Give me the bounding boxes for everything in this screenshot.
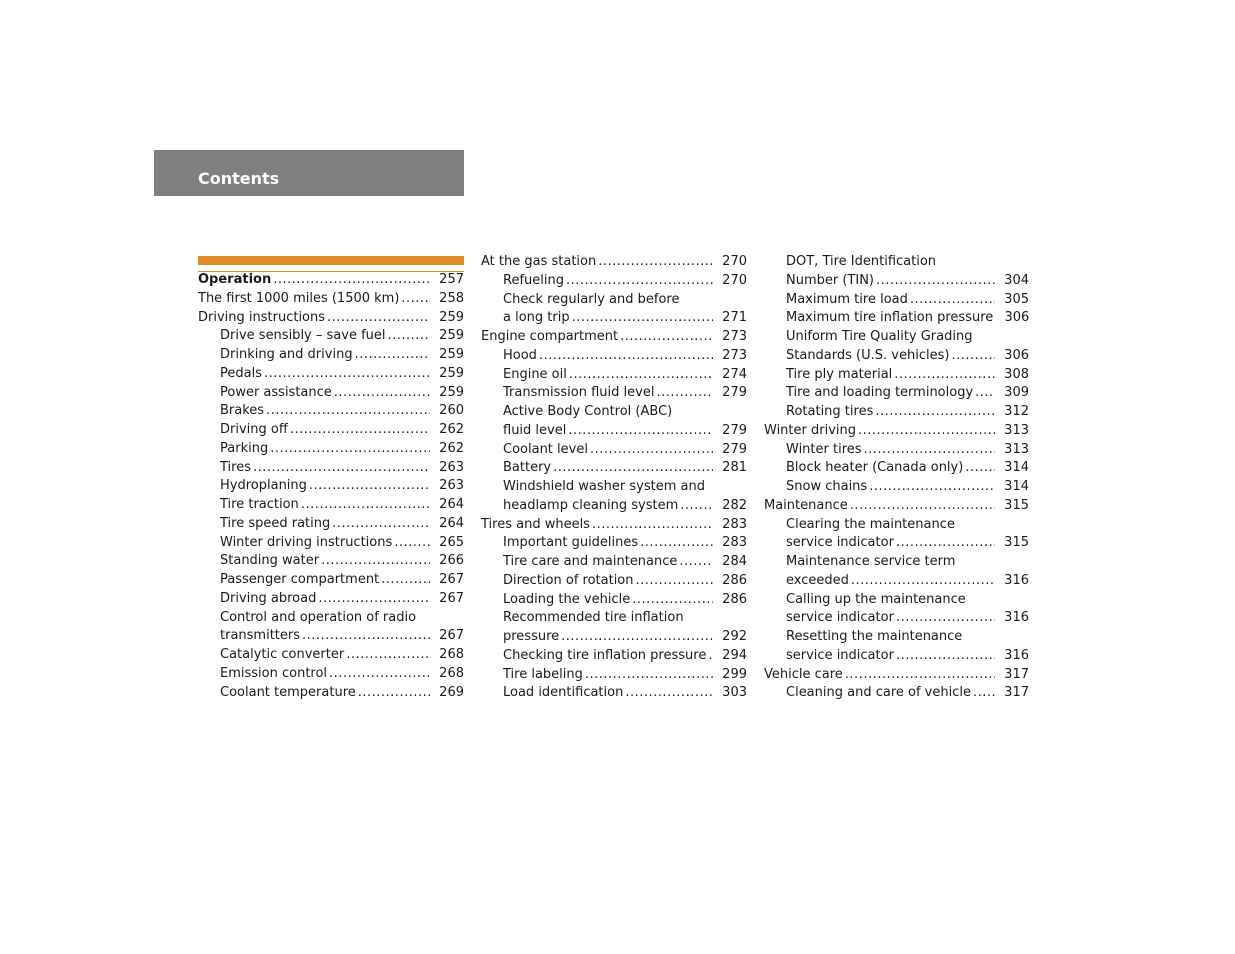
toc-entry[interactable] xyxy=(481,684,747,703)
toc-entry[interactable] xyxy=(481,666,747,685)
dot-leader xyxy=(656,384,713,403)
toc-entry-continued xyxy=(764,253,1029,272)
toc-entry-page-number[interactable]: 315 xyxy=(1004,535,1029,551)
toc-entry-title: pressure xyxy=(503,629,560,644)
toc-entry-page-number[interactable]: 303 xyxy=(722,685,747,701)
toc-entry-title: Important guidelines xyxy=(503,535,639,551)
toc-entry-title: Catalytic converter xyxy=(220,647,345,662)
toc-entry[interactable] xyxy=(198,309,464,328)
toc-entry-page-number[interactable]: 313 xyxy=(1004,422,1029,438)
toc-entry-title: Winter driving xyxy=(764,422,856,438)
toc-entry[interactable] xyxy=(198,665,464,684)
dot-leader xyxy=(598,253,713,272)
toc-entry-title: service indicator xyxy=(786,610,894,626)
dot-leader xyxy=(572,309,713,328)
toc-entry[interactable] xyxy=(481,272,747,291)
toc-entry-page-number[interactable]: 259 xyxy=(439,347,464,362)
toc-entry[interactable] xyxy=(481,253,747,272)
toc-entry-title: DOT, Tire Identification xyxy=(786,254,937,269)
toc-entry-page-number[interactable]: 270 xyxy=(722,254,747,269)
toc-entry-page-number[interactable]: 316 xyxy=(1004,647,1029,663)
toc-entry-title: Maximum tire inflation pressure xyxy=(786,310,994,326)
toc-entry-title: Winter driving instructions xyxy=(220,534,393,550)
toc-entry-title: Number (TIN) xyxy=(786,272,874,288)
toc-entry-page-number[interactable]: 308 xyxy=(1004,366,1029,382)
toc-entry-title: Standards (U.S. vehicles) xyxy=(786,347,950,363)
toc-entry-page-number[interactable]: 269 xyxy=(439,684,464,700)
dot-leader xyxy=(869,478,995,497)
toc-entry-title: Tire traction xyxy=(220,497,299,512)
toc-entry-title: Driving abroad xyxy=(220,590,317,606)
toc-entry[interactable] xyxy=(764,422,1029,441)
toc-entry-page-number[interactable]: 282 xyxy=(722,497,747,513)
toc-entry-page-number[interactable]: 267 xyxy=(439,628,464,644)
toc-entry-continued xyxy=(198,609,464,628)
toc-entry-continued xyxy=(481,403,747,422)
toc-entry[interactable] xyxy=(198,627,464,646)
toc-entry[interactable] xyxy=(198,365,464,384)
toc-entry-title: a long trip xyxy=(503,310,570,326)
toc-entry-title: Emission control xyxy=(220,665,328,681)
toc-entry-page-number[interactable]: 317 xyxy=(1004,666,1029,682)
dot-leader xyxy=(592,516,713,535)
toc-entry-page-number[interactable]: 315 xyxy=(1004,497,1029,513)
toc-entry-title: Resetting the maintenance xyxy=(786,629,963,644)
toc-entry-title: Tires and wheels xyxy=(481,516,590,532)
toc-entry[interactable] xyxy=(198,459,464,478)
toc-entry[interactable] xyxy=(764,384,1029,403)
toc-entry-page-number[interactable]: 312 xyxy=(1004,404,1029,419)
dot-leader xyxy=(253,459,430,478)
toc-entry-page-number[interactable]: 286 xyxy=(722,572,747,588)
toc-entry[interactable] xyxy=(481,441,747,460)
dot-leader xyxy=(910,291,995,310)
toc-entry-title: Calling up the maintenance xyxy=(786,591,966,607)
toc-entry[interactable] xyxy=(198,440,464,459)
toc-entry[interactable] xyxy=(764,291,1029,310)
toc-entry-title: Control and operation of radio xyxy=(220,609,417,625)
dot-leader xyxy=(590,441,713,460)
toc-entry-title: Parking xyxy=(220,440,269,456)
toc-entry-page-number[interactable]: 268 xyxy=(439,665,464,681)
dot-leader xyxy=(640,534,713,553)
dot-leader xyxy=(568,422,713,441)
dot-leader xyxy=(896,609,995,628)
toc-entry[interactable] xyxy=(481,628,747,647)
toc-entry-page-number[interactable]: 259 xyxy=(439,309,464,325)
dot-leader xyxy=(270,440,430,459)
dot-leader xyxy=(561,628,713,647)
dot-leader xyxy=(332,515,430,534)
toc-entry[interactable] xyxy=(198,684,464,703)
toc-entry-page-number[interactable]: 267 xyxy=(439,572,464,587)
toc-entry[interactable] xyxy=(481,422,747,441)
dot-leader xyxy=(876,272,995,291)
toc-entry[interactable] xyxy=(481,591,747,610)
toc-entry[interactable] xyxy=(764,534,1029,553)
toc-entry[interactable] xyxy=(198,552,464,571)
toc-entry-title: Drive sensibly – save fuel xyxy=(220,328,386,344)
toc-entry[interactable] xyxy=(764,572,1029,591)
toc-entry-title: Driving instructions xyxy=(198,309,326,325)
toc-entry-title: Checking tire inflation pressure xyxy=(503,647,707,663)
toc-entry-continued xyxy=(481,609,747,628)
dot-leader xyxy=(708,647,713,666)
dot-leader xyxy=(864,441,995,460)
toc-entry[interactable] xyxy=(481,309,747,328)
toc-entry-title: Block heater (Canada only) xyxy=(786,460,964,476)
dot-leader xyxy=(875,403,995,422)
dot-leader xyxy=(309,477,430,496)
toc-entry[interactable] xyxy=(198,496,464,515)
toc-entry-page-number[interactable]: 266 xyxy=(439,553,464,569)
dot-leader xyxy=(539,347,713,366)
dot-leader xyxy=(625,684,713,703)
toc-entry[interactable] xyxy=(764,309,1029,328)
dot-leader xyxy=(302,627,430,646)
toc-entry[interactable] xyxy=(198,402,464,421)
dot-leader xyxy=(975,384,995,403)
toc-entry-page-number[interactable]: 262 xyxy=(439,422,464,437)
toc-entry-title: Coolant level xyxy=(503,441,588,457)
toc-entry-page-number[interactable]: 264 xyxy=(439,515,464,531)
toc-entry-title: Transmission fluid level xyxy=(503,385,655,401)
toc-entry-continued xyxy=(764,553,1029,572)
toc-entry-title: Tire speed rating xyxy=(220,515,331,531)
dot-leader xyxy=(394,534,430,553)
toc-entry[interactable] xyxy=(198,477,464,496)
toc-entry[interactable] xyxy=(764,272,1029,291)
toc-entry-page-number[interactable]: 279 xyxy=(722,385,747,401)
toc-entry[interactable] xyxy=(481,516,747,535)
toc-entry[interactable] xyxy=(198,571,464,590)
dot-leader xyxy=(858,422,995,441)
toc-entry[interactable] xyxy=(764,441,1029,460)
toc-entry-page-number[interactable]: 264 xyxy=(439,497,464,512)
toc-entry[interactable] xyxy=(481,459,747,478)
dot-leader xyxy=(318,590,430,609)
toc-entry-title: Engine oil xyxy=(503,366,567,382)
toc-entry[interactable] xyxy=(481,534,747,553)
header-bar xyxy=(154,150,464,196)
toc-entry-title: Maintenance xyxy=(764,497,848,513)
toc-entry-title: Hood xyxy=(503,347,537,363)
toc-entry-page-number[interactable]: 268 xyxy=(439,647,464,662)
dot-leader xyxy=(620,328,713,347)
toc-entry-page-number[interactable]: 258 xyxy=(439,290,464,306)
dot-leader xyxy=(327,309,430,328)
dot-leader xyxy=(388,327,431,346)
toc-entry-title: Cleaning and care of vehicle xyxy=(786,685,971,701)
toc-entry-page-number[interactable]: 313 xyxy=(1004,441,1029,457)
toc-entry[interactable] xyxy=(764,497,1029,516)
toc-entry[interactable] xyxy=(764,609,1029,628)
toc-entry-title: Standing water xyxy=(220,553,320,569)
toc-entry-title: Engine compartment xyxy=(481,329,619,344)
toc-entry-title: The first 1000 miles (1500 km) xyxy=(198,290,400,306)
toc-entry-page-number[interactable]: 259 xyxy=(439,328,464,344)
toc-entry-title: Hydroplaning xyxy=(220,478,307,494)
dot-leader xyxy=(951,347,995,366)
toc-entry-title: Load identification xyxy=(503,685,624,701)
toc-entry-title: At the gas station xyxy=(481,254,597,269)
dot-leader xyxy=(355,346,430,365)
toc-entry[interactable] xyxy=(198,534,464,553)
toc-entry-page-number[interactable]: 305 xyxy=(1004,291,1029,307)
toc-column-2 xyxy=(481,253,747,703)
dot-leader xyxy=(264,365,430,384)
toc-entry-title: Maintenance service term xyxy=(786,554,956,569)
toc-entry-title: Uniform Tire Quality Grading xyxy=(786,329,973,344)
toc-entry[interactable] xyxy=(764,403,1029,422)
toc-entry-page-number[interactable]: 281 xyxy=(722,460,747,476)
toc-entry-title: Windshield washer system and xyxy=(503,479,705,494)
toc-entry[interactable] xyxy=(198,515,464,534)
dot-leader xyxy=(329,665,430,684)
toc-entry-title: Tire and loading terminology xyxy=(786,385,974,401)
toc-entry-page-number[interactable]: 309 xyxy=(1004,385,1029,401)
toc-entry[interactable] xyxy=(198,421,464,440)
toc-entry[interactable] xyxy=(764,459,1029,478)
dot-leader xyxy=(845,666,995,685)
dot-leader xyxy=(896,647,995,666)
toc-entry-title: Pedals xyxy=(220,365,262,381)
toc-entry[interactable] xyxy=(764,684,1029,703)
toc-entry-title: Brakes xyxy=(220,403,265,419)
dot-leader xyxy=(401,290,430,309)
toc-entry-page-number[interactable]: 273 xyxy=(722,329,747,344)
toc-entry[interactable] xyxy=(764,478,1029,497)
toc-entry-title: Drinking and driving xyxy=(220,347,353,362)
toc-entry-title: Tire care and maintenance xyxy=(503,554,678,569)
toc-entry[interactable] xyxy=(764,347,1029,366)
page-title: Contents xyxy=(198,169,280,188)
toc-entry-title: Operation xyxy=(198,272,272,287)
toc-entry[interactable] xyxy=(198,384,464,403)
dot-leader xyxy=(632,591,713,610)
toc-entry[interactable] xyxy=(764,647,1029,666)
dot-leader xyxy=(679,553,713,572)
toc-entry-page-number[interactable]: 267 xyxy=(439,590,464,606)
toc-entry-title: Passenger compartment xyxy=(220,572,380,587)
toc-entry-continued xyxy=(764,628,1029,647)
toc-entry-title: Coolant temperature xyxy=(220,684,356,700)
toc-entry-page-number[interactable]: 263 xyxy=(439,459,464,475)
toc-entry-title: headlamp cleaning system xyxy=(503,497,679,513)
dot-leader xyxy=(266,402,430,421)
toc-entry-page-number[interactable]: 270 xyxy=(722,272,747,288)
dot-leader xyxy=(850,497,995,516)
dot-leader xyxy=(894,366,995,385)
dot-leader xyxy=(381,571,430,590)
toc-entry-title: Power assistance xyxy=(220,384,332,400)
toc-entry-title: fluid level xyxy=(503,422,567,438)
toc-entry-page-number[interactable]: 292 xyxy=(722,629,747,644)
dot-leader xyxy=(358,684,430,703)
toc-entry[interactable] xyxy=(198,327,464,346)
dot-leader xyxy=(321,552,430,571)
toc-entry[interactable] xyxy=(481,347,747,366)
toc-entry-page-number[interactable]: 263 xyxy=(439,478,464,494)
toc-entry-title: Snow chains xyxy=(786,479,868,494)
toc-entry-continued xyxy=(764,591,1029,610)
toc-entry-page-number[interactable]: 274 xyxy=(722,366,747,382)
toc-entry-continued xyxy=(764,328,1029,347)
dot-leader xyxy=(346,646,430,665)
toc-entry[interactable] xyxy=(481,328,747,347)
toc-entry[interactable] xyxy=(764,666,1029,685)
toc-entry[interactable] xyxy=(198,346,464,365)
toc-entry-page-number[interactable]: 316 xyxy=(1004,572,1029,588)
toc-entry[interactable] xyxy=(481,572,747,591)
toc-entry-page-number[interactable]: 259 xyxy=(439,365,464,381)
toc-entry-title: Rotating tires xyxy=(786,404,874,419)
toc-entry[interactable] xyxy=(198,290,464,309)
dot-leader xyxy=(973,684,995,703)
dot-leader xyxy=(553,459,713,478)
toc-entry-page-number[interactable]: 306 xyxy=(1004,347,1029,363)
toc-entry-page-number[interactable]: 284 xyxy=(722,554,747,569)
section-accent-bar xyxy=(198,256,464,265)
toc-entry-continued xyxy=(764,516,1029,535)
toc-entry-page-number[interactable]: 265 xyxy=(439,534,464,550)
toc-entry-title: transmitters xyxy=(220,628,301,644)
dot-leader xyxy=(585,666,713,685)
toc-entry-page-number[interactable]: 317 xyxy=(1004,685,1029,701)
toc-entry-page-number[interactable]: 259 xyxy=(439,384,464,400)
toc-entry-page-number[interactable]: 262 xyxy=(439,440,464,456)
toc-entry-page-number[interactable]: 314 xyxy=(1004,479,1029,494)
toc-entry-title: Tires xyxy=(220,459,251,475)
toc-entry-page-number[interactable]: 304 xyxy=(1004,272,1029,288)
toc-column-3 xyxy=(764,253,1029,703)
toc-entry-title: Recommended tire inflation xyxy=(503,610,684,626)
toc-entry-page-number[interactable]: 299 xyxy=(722,666,747,682)
toc-entry-page-number[interactable]: 283 xyxy=(722,516,747,532)
toc-entry-page-number[interactable]: 286 xyxy=(722,591,747,607)
toc-entry-title: Maximum tire load xyxy=(786,291,908,307)
toc-entry-page-number[interactable]: 279 xyxy=(722,441,747,457)
toc-entry-page-number[interactable]: 260 xyxy=(439,403,464,419)
toc-entry-title: Tire labeling xyxy=(503,666,583,682)
dot-leader xyxy=(569,366,713,385)
dot-leader xyxy=(301,496,430,515)
toc-entry[interactable] xyxy=(198,646,464,665)
dot-leader xyxy=(680,497,713,516)
toc-entry[interactable] xyxy=(481,366,747,385)
toc-entry-page-number[interactable]: 273 xyxy=(722,347,747,363)
toc-entry-page-number[interactable]: 271 xyxy=(722,310,747,326)
toc-entry-title: service indicator xyxy=(786,535,894,551)
toc-entry-title: Clearing the maintenance xyxy=(786,516,955,532)
toc-entry-title: Battery xyxy=(503,460,552,476)
dot-leader xyxy=(851,572,995,591)
toc-entry-page-number[interactable]: 279 xyxy=(722,422,747,438)
toc-column-1 xyxy=(198,271,464,702)
dot-leader xyxy=(273,271,430,290)
toc-entry-continued xyxy=(481,478,747,497)
toc-entry-title: Winter tires xyxy=(786,441,862,457)
dot-leader xyxy=(566,272,713,291)
toc-entry[interactable] xyxy=(764,366,1029,385)
toc-entry-page-number[interactable]: 316 xyxy=(1004,610,1029,626)
toc-entry-title: Active Body Control (ABC) xyxy=(503,404,673,419)
toc-entry[interactable] xyxy=(481,647,747,666)
toc-entry-page-number[interactable]: 314 xyxy=(1004,460,1029,476)
toc-entry-page-number[interactable]: 294 xyxy=(722,647,747,663)
toc-entry-title: service indicator xyxy=(786,647,894,663)
dot-leader xyxy=(290,421,430,440)
toc-entry-title: exceeded xyxy=(786,572,849,588)
toc-entry[interactable] xyxy=(481,384,747,403)
toc-entry-title: Vehicle care xyxy=(764,666,843,682)
toc-entry-title: Direction of rotation xyxy=(503,572,634,588)
toc-entry-page-number[interactable]: 257 xyxy=(439,272,464,287)
toc-entry[interactable] xyxy=(481,497,747,516)
toc-entry[interactable] xyxy=(198,590,464,609)
toc-entry-page-number[interactable]: 283 xyxy=(722,535,747,551)
toc-entry[interactable] xyxy=(481,553,747,572)
toc-entry-title: Check regularly and before xyxy=(503,291,680,307)
toc-entry-title: Tire ply material xyxy=(786,366,893,382)
toc-entry-page-number[interactable]: 306 xyxy=(1004,310,1029,326)
toc-entry[interactable] xyxy=(198,271,464,290)
dot-leader xyxy=(896,534,995,553)
toc-entry-title: Loading the vehicle xyxy=(503,591,631,607)
dot-leader xyxy=(334,384,430,403)
toc-entry-continued xyxy=(481,291,747,310)
dot-leader xyxy=(636,572,713,591)
toc-entry-title: Driving off xyxy=(220,422,288,437)
dot-leader xyxy=(965,459,995,478)
toc-entry-title: Refueling xyxy=(503,272,564,288)
